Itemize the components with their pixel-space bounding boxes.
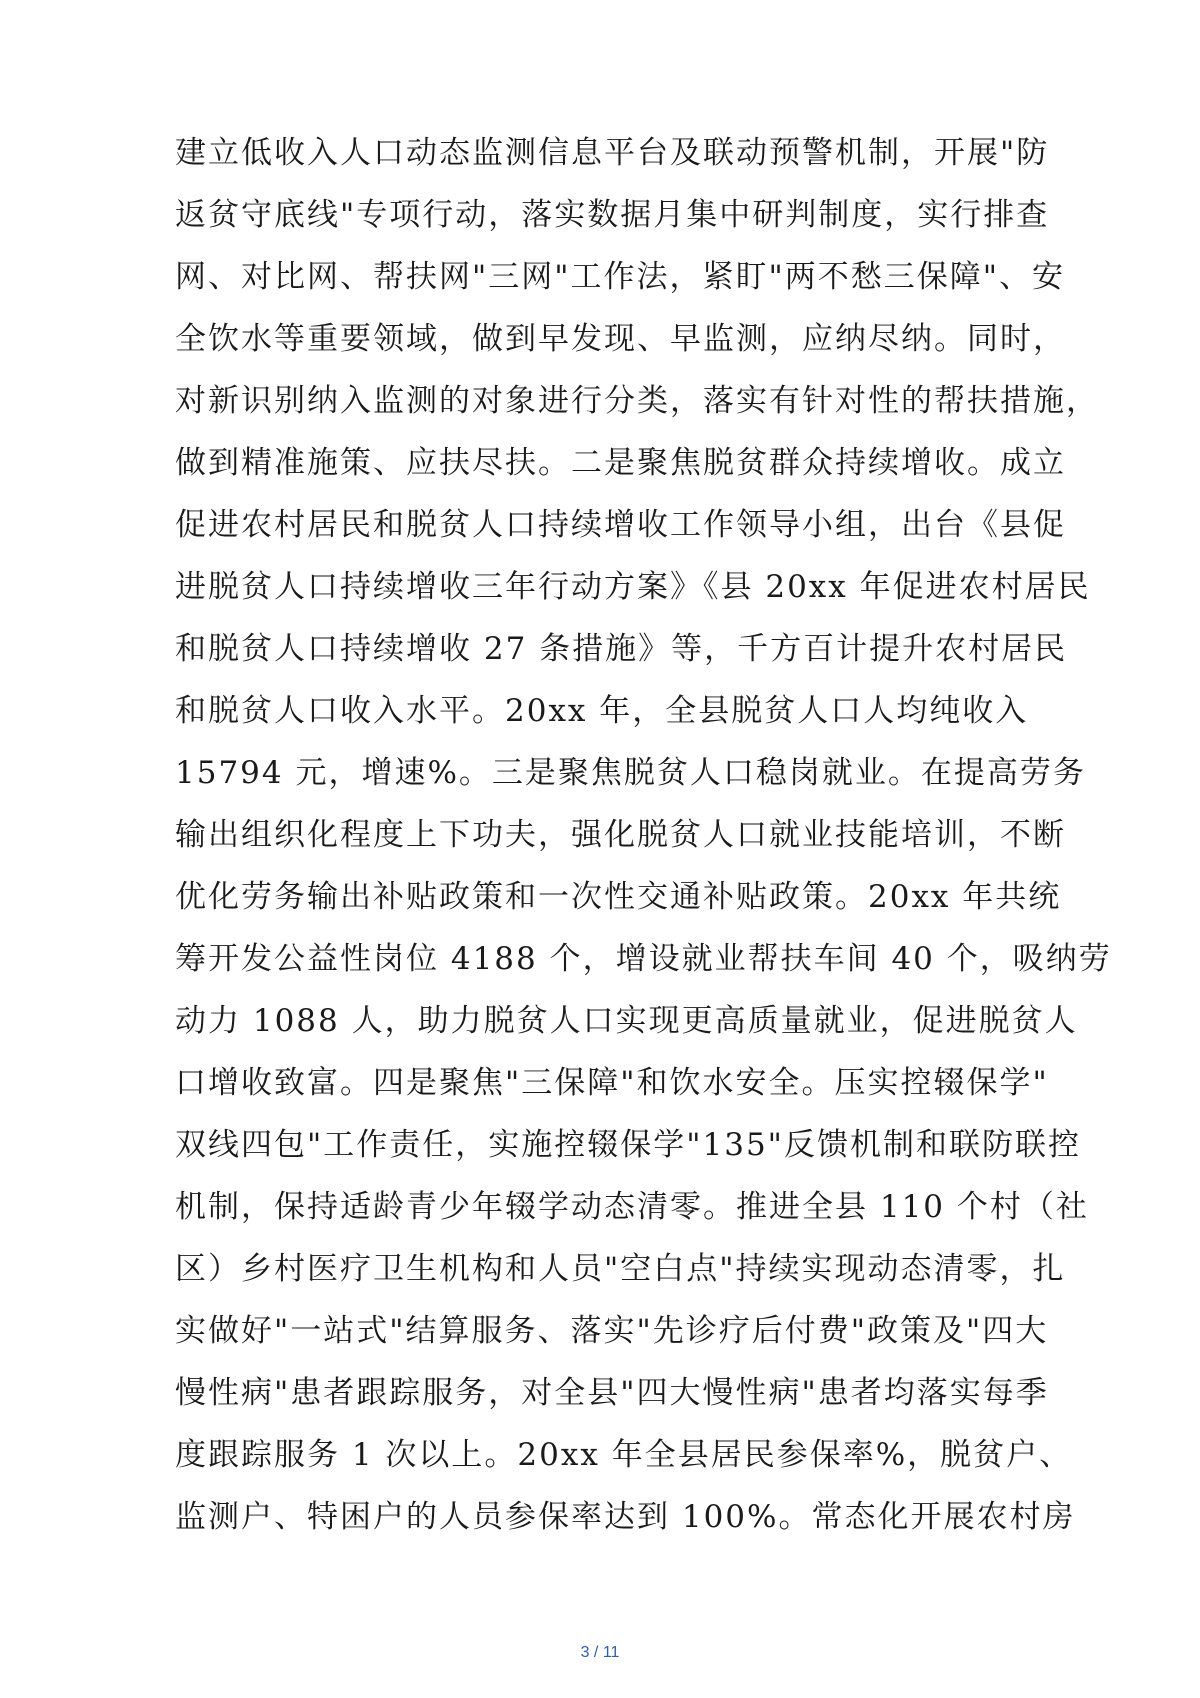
text-line: 动力 1088 人，助力脱贫人口实现更高质量就业，促进脱贫人: [175, 1003, 1078, 1039]
text-line: 实做好"一站式"结算服务、落实"先诊疗后付费"政策及"四大: [175, 1313, 1049, 1349]
text-line: 全饮水等重要领域，做到早发现、早监测，应纳尽纳。同时，: [175, 321, 1066, 357]
text-line: 优化劳务输出补贴政策和一次性交通补贴政策。20xx 年共统: [175, 879, 1062, 915]
text-line: 15794 元，增速%。三是聚焦脱贫人口稳岗就业。在提高劳务: [175, 755, 1086, 791]
text-line: 机制，保持适龄青少年辍学动态清零。推进全县 110 个村（社: [175, 1189, 1089, 1225]
text-line: 度跟踪服务 1 次以上。20xx 年全县居民参保率%，脱贫户、: [175, 1437, 1073, 1473]
text-line: 网、对比网、帮扶网"三网"工作法，紧盯"两不愁三保障"、安: [175, 259, 1066, 295]
text-line: 促进农村居民和脱贫人口持续增收工作领导小组，出台《县促: [175, 507, 1066, 543]
text-line: 区）乡村医疗卫生机构和人员"空白点"持续实现动态清零，扎: [175, 1251, 1066, 1287]
text-line: 建立低收入人口动态监测信息平台及联动预警机制，开展"防: [175, 135, 1050, 171]
text-line: 返贫守底线"专项行动，落实数据月集中研判制度，实行排查: [175, 197, 1050, 233]
text-line: 和脱贫人口持续增收 27 条措施》等，千方百计提升农村居民: [175, 631, 1068, 667]
text-line: 输出组织化程度上下功夫，强化脱贫人口就业技能培训，不断: [175, 817, 1066, 853]
text-line: 监测户、特困户的人员参保率达到 100%。常态化开展农村房: [175, 1499, 1076, 1535]
body-text: [175, 122, 1112, 1548]
text-line: 口增收致富。四是聚焦"三保障"和饮水安全。压实控辍保学": [175, 1065, 1049, 1101]
text-line: 做到精准施策、应扶尽扶。二是聚焦脱贫群众持续增收。成立: [175, 445, 1066, 481]
page-number: 3 / 11: [580, 1644, 620, 1661]
text-line: 进脱贫人口持续增收三年行动方案》《县 20xx 年促进农村居民: [175, 569, 1091, 605]
text-line: 筹开发公益性岗位 4188 个，增设就业帮扶车间 40 个，吸纳劳: [175, 941, 1112, 977]
text-line: 对新识别纳入监测的对象进行分类，落实有针对性的帮扶措施，: [175, 383, 1099, 419]
text-line: 和脱贫人口收入水平。20xx 年，全县脱贫人口人均纯收入: [175, 693, 1029, 729]
text-line: 双线四包"工作责任，实施控辍保学"135"反馈机制和联防联控: [175, 1127, 1081, 1163]
text-line: 慢性病"患者跟踪服务，对全县"四大慢性病"患者均落实每季: [175, 1375, 1049, 1411]
